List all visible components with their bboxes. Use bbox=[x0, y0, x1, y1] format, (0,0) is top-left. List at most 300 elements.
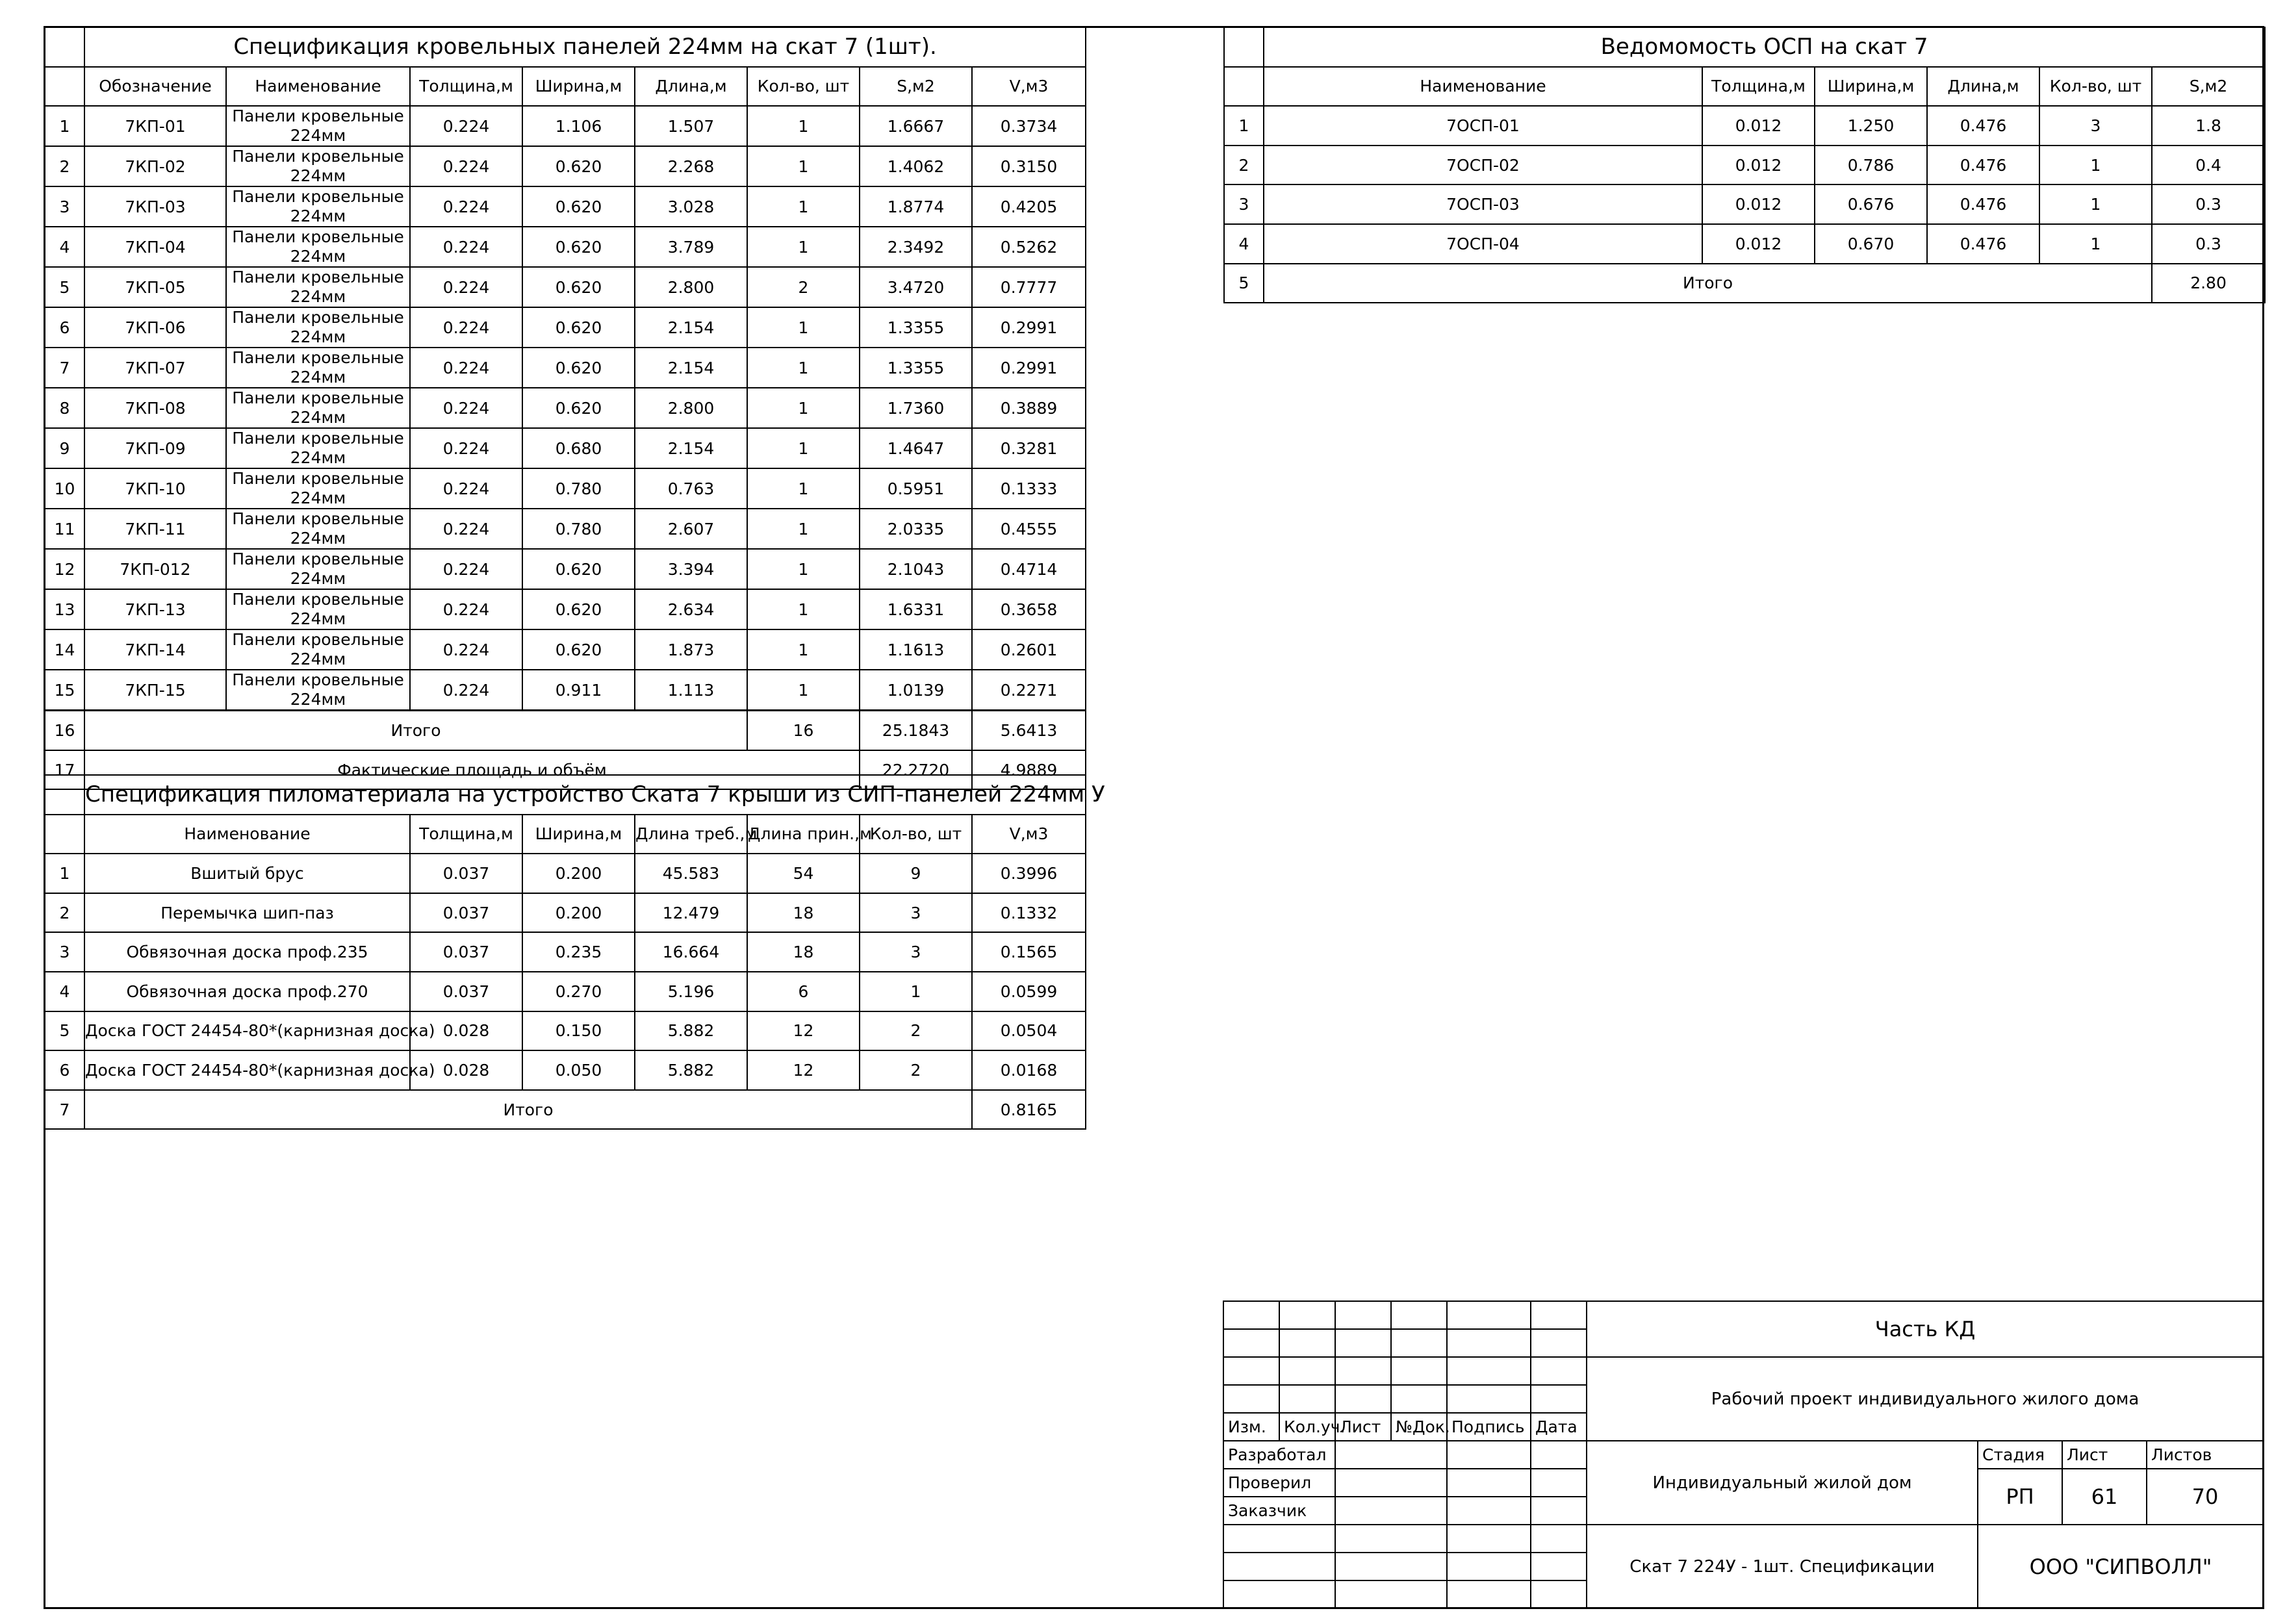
title-block bbox=[1223, 1300, 2264, 1609]
panels-cell-l: 3.394 bbox=[635, 549, 747, 589]
lumber-header: Длина треб.,м bbox=[635, 815, 747, 854]
panels-cell-t: 0.224 bbox=[410, 549, 522, 589]
panels-cell-w: 0.620 bbox=[522, 186, 635, 227]
panels-header: Длина,м bbox=[635, 67, 747, 107]
panels-cell-v: 0.3889 bbox=[972, 388, 1086, 428]
lumber-total-v: 0.8165 bbox=[972, 1090, 1086, 1130]
panels-cell-n: 11 bbox=[45, 509, 84, 549]
panels-cell-w: 0.780 bbox=[522, 509, 635, 549]
panels-cell-n: 1 bbox=[45, 106, 84, 146]
panels-cell-l: 2.800 bbox=[635, 267, 747, 307]
panels-total-label: Итого bbox=[84, 711, 747, 750]
lumber-cell-v: 0.1332 bbox=[972, 893, 1086, 933]
osp-cell-t: 0.012 bbox=[1702, 106, 1815, 146]
lumber-cell-lreq: 16.664 bbox=[635, 932, 747, 972]
panels-row bbox=[45, 589, 1086, 629]
osp-header: Наименование bbox=[1264, 67, 1702, 107]
panels-row bbox=[45, 227, 1086, 267]
osp-title: Ведомомость ОСП на скат 7 bbox=[1264, 27, 2265, 67]
panels-cell-t: 0.224 bbox=[410, 146, 522, 186]
panels-cell-q: 1 bbox=[747, 589, 860, 629]
panels-cell-t: 0.224 bbox=[410, 267, 522, 307]
lumber-cell-n: 4 bbox=[45, 972, 84, 1011]
panels-header: Ширина,м bbox=[522, 67, 635, 107]
panels-cell-v: 0.3658 bbox=[972, 589, 1086, 629]
panels-cell-n: 9 bbox=[45, 428, 84, 468]
stamp-listov-label: Листов bbox=[2147, 1441, 2264, 1469]
panels-total-row bbox=[45, 711, 1086, 750]
panels-row bbox=[45, 106, 1086, 146]
panels-cell-l: 1.113 bbox=[635, 670, 747, 711]
lumber-cell-w: 0.150 bbox=[522, 1011, 635, 1051]
panels-actual-v: 4.9889 bbox=[972, 750, 1086, 790]
osp-row bbox=[1224, 184, 2265, 224]
panels-actual-s: 22.2720 bbox=[860, 750, 972, 790]
lumber-cell-n: 6 bbox=[45, 1050, 84, 1090]
panels-cell-v: 0.7777 bbox=[972, 267, 1086, 307]
stamp-list: 61 bbox=[2062, 1469, 2147, 1525]
osp-cell-name: 7ОСП-01 bbox=[1264, 106, 1702, 146]
osp-total-n: 5 bbox=[1224, 264, 1264, 303]
panels-cell-q: 1 bbox=[747, 307, 860, 348]
osp-header: Кол-во, шт bbox=[2039, 67, 2152, 107]
panels-cell-code: 7КП-10 bbox=[84, 468, 226, 509]
lumber-cell-t: 0.037 bbox=[410, 893, 522, 933]
panels-cell-s: 1.4062 bbox=[860, 146, 972, 186]
panels-cell-name: Панели кровельные 224мм bbox=[226, 106, 410, 146]
panels-cell-q: 1 bbox=[747, 549, 860, 589]
panels-cell-w: 0.780 bbox=[522, 468, 635, 509]
panels-cell-l: 3.789 bbox=[635, 227, 747, 267]
stamp-col-ndok: №Док. bbox=[1391, 1413, 1447, 1441]
panels-cell-name: Панели кровельные 224мм bbox=[226, 589, 410, 629]
panels-cell-v: 0.2601 bbox=[972, 629, 1086, 670]
lumber-cell-t: 0.037 bbox=[410, 932, 522, 972]
osp-table bbox=[1223, 27, 2266, 303]
lumber-cell-lacc: 12 bbox=[747, 1011, 860, 1051]
panels-cell-name: Панели кровельные 224мм bbox=[226, 509, 410, 549]
lumber-cell-q: 2 bbox=[860, 1050, 972, 1090]
panels-cell-q: 1 bbox=[747, 146, 860, 186]
stamp-stadia-label: Стадия bbox=[1978, 1441, 2062, 1469]
panels-cell-l: 1.873 bbox=[635, 629, 747, 670]
lumber-cell-name: Обвязочная доска проф.270 bbox=[84, 972, 410, 1011]
panels-row bbox=[45, 670, 1086, 711]
osp-cell-w: 1.250 bbox=[1815, 106, 1927, 146]
lumber-cell-lacc: 6 bbox=[747, 972, 860, 1011]
panels-cell-name: Панели кровельные 224мм bbox=[226, 428, 410, 468]
lumber-row bbox=[45, 893, 1086, 933]
panels-row bbox=[45, 509, 1086, 549]
osp-cell-l: 0.476 bbox=[1927, 146, 2039, 185]
panels-row bbox=[45, 307, 1086, 348]
panels-row bbox=[45, 146, 1086, 186]
lumber-header: Наименование bbox=[84, 815, 410, 854]
panels-cell-v: 0.2991 bbox=[972, 348, 1086, 388]
panels-cell-l: 3.028 bbox=[635, 186, 747, 227]
panels-cell-q: 1 bbox=[747, 428, 860, 468]
lumber-cell-q: 2 bbox=[860, 1011, 972, 1051]
panels-row bbox=[45, 186, 1086, 227]
panels-cell-n: 2 bbox=[45, 146, 84, 186]
lumber-cell-v: 0.3996 bbox=[972, 854, 1086, 893]
lumber-cell-v: 0.0599 bbox=[972, 972, 1086, 1011]
lumber-cell-v: 0.0504 bbox=[972, 1011, 1086, 1051]
osp-cell-w: 0.786 bbox=[1815, 146, 1927, 185]
panels-cell-q: 1 bbox=[747, 509, 860, 549]
lumber-row bbox=[45, 1050, 1086, 1090]
panels-cell-n: 14 bbox=[45, 629, 84, 670]
lumber-header: V,м3 bbox=[972, 815, 1086, 854]
osp-total-row bbox=[1224, 264, 2265, 303]
panels-row bbox=[45, 348, 1086, 388]
panels-cell-name: Панели кровельные 224мм bbox=[226, 549, 410, 589]
lumber-cell-name: Доска ГОСТ 24454-80*(карнизная доска) bbox=[84, 1050, 410, 1090]
panels-header: S,м2 bbox=[860, 67, 972, 107]
osp-row bbox=[1224, 106, 2265, 146]
panels-header: V,м3 bbox=[972, 67, 1086, 107]
panels-cell-w: 0.620 bbox=[522, 348, 635, 388]
panels-cell-v: 0.2991 bbox=[972, 307, 1086, 348]
panels-cell-q: 1 bbox=[747, 227, 860, 267]
panels-header: Обозначение bbox=[84, 67, 226, 107]
osp-row bbox=[1224, 224, 2265, 264]
panels-cell-v: 0.4555 bbox=[972, 509, 1086, 549]
lumber-cell-v: 0.0168 bbox=[972, 1050, 1086, 1090]
panels-row bbox=[45, 267, 1086, 307]
lumber-cell-lacc: 12 bbox=[747, 1050, 860, 1090]
lumber-cell-w: 0.200 bbox=[522, 854, 635, 893]
panels-cell-code: 7КП-03 bbox=[84, 186, 226, 227]
osp-cell-name: 7ОСП-02 bbox=[1264, 146, 1702, 185]
lumber-cell-q: 3 bbox=[860, 893, 972, 933]
panels-cell-w: 0.620 bbox=[522, 549, 635, 589]
lumber-cell-t: 0.037 bbox=[410, 972, 522, 1011]
panels-cell-q: 1 bbox=[747, 468, 860, 509]
panels-actual-label: Фактические площадь и объём bbox=[84, 750, 860, 790]
lumber-cell-n: 3 bbox=[45, 932, 84, 972]
panels-cell-s: 3.4720 bbox=[860, 267, 972, 307]
panels-header: Кол-во, шт bbox=[747, 67, 860, 107]
osp-cell-name: 7ОСП-03 bbox=[1264, 184, 1702, 224]
panels-cell-code: 7КП-09 bbox=[84, 428, 226, 468]
panels-cell-t: 0.224 bbox=[410, 509, 522, 549]
lumber-spec-title: Спецификация пиломатериала на устройство Ската 7 крыши из СИП-панелей 224мм У bbox=[84, 775, 1086, 815]
lumber-cell-lreq: 5.882 bbox=[635, 1011, 747, 1051]
lumber-row bbox=[45, 1011, 1086, 1051]
panels-cell-w: 0.680 bbox=[522, 428, 635, 468]
osp-cell-l: 0.476 bbox=[1927, 224, 2039, 264]
panels-cell-w: 0.911 bbox=[522, 670, 635, 711]
osp-cell-q: 1 bbox=[2039, 146, 2152, 185]
panels-cell-t: 0.224 bbox=[410, 629, 522, 670]
lumber-header: Кол-во, шт bbox=[860, 815, 972, 854]
panels-cell-n: 3 bbox=[45, 186, 84, 227]
panels-cell-code: 7КП-15 bbox=[84, 670, 226, 711]
lumber-spec-table bbox=[44, 774, 1105, 1130]
lumber-cell-w: 0.270 bbox=[522, 972, 635, 1011]
panels-cell-w: 1.106 bbox=[522, 106, 635, 146]
panels-cell-l: 2.607 bbox=[635, 509, 747, 549]
lumber-cell-lacc: 18 bbox=[747, 893, 860, 933]
panels-cell-n: 12 bbox=[45, 549, 84, 589]
panels-cell-s: 1.3355 bbox=[860, 307, 972, 348]
stamp-list-label: Лист bbox=[2062, 1441, 2147, 1469]
lumber-cell-lreq: 45.583 bbox=[635, 854, 747, 893]
osp-cell-n: 4 bbox=[1224, 224, 1264, 264]
osp-cell-q: 3 bbox=[2039, 106, 2152, 146]
lumber-header: Ширина,м bbox=[522, 815, 635, 854]
osp-cell-s: 0.3 bbox=[2152, 224, 2265, 264]
osp-header: Толщина,м bbox=[1702, 67, 1815, 107]
panels-cell-w: 0.620 bbox=[522, 629, 635, 670]
panels-cell-t: 0.224 bbox=[410, 227, 522, 267]
stamp-zakazchik: Заказчик bbox=[1223, 1497, 1335, 1525]
lumber-cell-w: 0.235 bbox=[522, 932, 635, 972]
stamp-col-data: Дата bbox=[1531, 1413, 1587, 1441]
panels-cell-name: Панели кровельные 224мм bbox=[226, 146, 410, 186]
osp-cell-l: 0.476 bbox=[1927, 184, 2039, 224]
panels-cell-w: 0.620 bbox=[522, 227, 635, 267]
stamp-razrabotal: Разработал bbox=[1223, 1441, 1335, 1469]
panels-cell-l: 1.507 bbox=[635, 106, 747, 146]
panels-row bbox=[45, 468, 1086, 509]
osp-cell-q: 1 bbox=[2039, 224, 2152, 264]
osp-cell-q: 1 bbox=[2039, 184, 2152, 224]
lumber-total-label: Итого bbox=[84, 1090, 972, 1130]
lumber-cell-lreq: 5.882 bbox=[635, 1050, 747, 1090]
panels-cell-code: 7КП-08 bbox=[84, 388, 226, 428]
panels-total-v: 5.6413 bbox=[972, 711, 1086, 750]
panels-row bbox=[45, 629, 1086, 670]
panels-cell-w: 0.620 bbox=[522, 267, 635, 307]
panels-row bbox=[45, 388, 1086, 428]
panels-cell-l: 2.154 bbox=[635, 307, 747, 348]
stamp-project: Рабочий проект индивидуального жилого дома bbox=[1587, 1357, 2264, 1441]
osp-total-s: 2.80 bbox=[2152, 264, 2265, 303]
lumber-cell-w: 0.050 bbox=[522, 1050, 635, 1090]
osp-cell-t: 0.012 bbox=[1702, 184, 1815, 224]
panels-cell-n: 4 bbox=[45, 227, 84, 267]
panels-spec-title: Спецификация кровельных панелей 224мм на скат 7 (1шт). bbox=[84, 27, 1086, 67]
panels-cell-t: 0.224 bbox=[410, 428, 522, 468]
stamp-col-koluch: Кол.уч. bbox=[1279, 1413, 1335, 1441]
panels-cell-q: 1 bbox=[747, 348, 860, 388]
panels-cell-name: Панели кровельные 224мм bbox=[226, 186, 410, 227]
panels-cell-w: 0.620 bbox=[522, 589, 635, 629]
panels-cell-w: 0.620 bbox=[522, 388, 635, 428]
panels-cell-name: Панели кровельные 224мм bbox=[226, 468, 410, 509]
panels-cell-w: 0.620 bbox=[522, 146, 635, 186]
panels-cell-t: 0.224 bbox=[410, 307, 522, 348]
osp-total-label: Итого bbox=[1264, 264, 2152, 303]
lumber-cell-lacc: 54 bbox=[747, 854, 860, 893]
panels-cell-s: 0.5951 bbox=[860, 468, 972, 509]
panels-cell-code: 7КП-05 bbox=[84, 267, 226, 307]
panels-cell-n: 10 bbox=[45, 468, 84, 509]
panels-cell-code: 7КП-14 bbox=[84, 629, 226, 670]
osp-cell-w: 0.676 bbox=[1815, 184, 1927, 224]
lumber-cell-lacc: 18 bbox=[747, 932, 860, 972]
osp-cell-s: 1.8 bbox=[2152, 106, 2265, 146]
lumber-cell-t: 0.037 bbox=[410, 854, 522, 893]
lumber-cell-name: Обвязочная доска проф.235 bbox=[84, 932, 410, 972]
panels-cell-l: 2.634 bbox=[635, 589, 747, 629]
panels-cell-code: 7КП-07 bbox=[84, 348, 226, 388]
osp-cell-n: 2 bbox=[1224, 146, 1264, 185]
panels-cell-s: 1.6667 bbox=[860, 106, 972, 146]
lumber-row bbox=[45, 932, 1086, 972]
panels-cell-t: 0.224 bbox=[410, 670, 522, 711]
panels-cell-name: Панели кровельные 224мм bbox=[226, 348, 410, 388]
lumber-total-n: 7 bbox=[45, 1090, 84, 1130]
panels-cell-t: 0.224 bbox=[410, 186, 522, 227]
osp-header: Длина,м bbox=[1927, 67, 2039, 107]
panels-cell-v: 0.2271 bbox=[972, 670, 1086, 711]
lumber-cell-q: 9 bbox=[860, 854, 972, 893]
panels-cell-s: 1.1613 bbox=[860, 629, 972, 670]
panels-cell-s: 1.4647 bbox=[860, 428, 972, 468]
lumber-cell-q: 1 bbox=[860, 972, 972, 1011]
panels-cell-code: 7КП-012 bbox=[84, 549, 226, 589]
panels-cell-name: Панели кровельные 224мм bbox=[226, 629, 410, 670]
panels-cell-code: 7КП-06 bbox=[84, 307, 226, 348]
panels-cell-q: 2 bbox=[747, 267, 860, 307]
panels-cell-name: Панели кровельные 224мм bbox=[226, 388, 410, 428]
panels-cell-l: 2.154 bbox=[635, 348, 747, 388]
lumber-cell-name: Доска ГОСТ 24454-80*(карнизная доска) bbox=[84, 1011, 410, 1051]
panels-cell-n: 7 bbox=[45, 348, 84, 388]
osp-cell-l: 0.476 bbox=[1927, 106, 2039, 146]
panels-cell-name: Панели кровельные 224мм bbox=[226, 267, 410, 307]
panels-cell-t: 0.224 bbox=[410, 468, 522, 509]
lumber-cell-t: 0.028 bbox=[410, 1011, 522, 1051]
panels-cell-q: 1 bbox=[747, 186, 860, 227]
panels-cell-q: 1 bbox=[747, 106, 860, 146]
panels-header: Толщина,м bbox=[410, 67, 522, 107]
lumber-cell-n: 5 bbox=[45, 1011, 84, 1051]
panels-cell-v: 0.3734 bbox=[972, 106, 1086, 146]
panels-cell-s: 2.3492 bbox=[860, 227, 972, 267]
panels-cell-l: 2.800 bbox=[635, 388, 747, 428]
osp-cell-n: 3 bbox=[1224, 184, 1264, 224]
osp-cell-n: 1 bbox=[1224, 106, 1264, 146]
lumber-cell-lreq: 12.479 bbox=[635, 893, 747, 933]
panels-cell-n: 5 bbox=[45, 267, 84, 307]
osp-header: Ширина,м bbox=[1815, 67, 1927, 107]
stamp-part: Часть КД bbox=[1587, 1301, 2264, 1357]
panels-cell-s: 1.8774 bbox=[860, 186, 972, 227]
panels-cell-v: 0.4205 bbox=[972, 186, 1086, 227]
stamp-col-list: Лист bbox=[1335, 1413, 1391, 1441]
panels-cell-q: 1 bbox=[747, 670, 860, 711]
panels-cell-v: 0.3150 bbox=[972, 146, 1086, 186]
panels-cell-n: 6 bbox=[45, 307, 84, 348]
lumber-row bbox=[45, 854, 1086, 893]
panels-cell-s: 1.7360 bbox=[860, 388, 972, 428]
lumber-header: Длина прин.,м bbox=[747, 815, 860, 854]
lumber-row bbox=[45, 972, 1086, 1011]
panels-cell-s: 1.6331 bbox=[860, 589, 972, 629]
stamp-company: ООО "СИПВОЛЛ" bbox=[1978, 1525, 2264, 1608]
panels-cell-v: 0.1333 bbox=[972, 468, 1086, 509]
panels-cell-code: 7КП-01 bbox=[84, 106, 226, 146]
panels-spec-table bbox=[44, 27, 1086, 790]
panels-cell-s: 2.0335 bbox=[860, 509, 972, 549]
panels-cell-l: 2.268 bbox=[635, 146, 747, 186]
lumber-header: Толщина,м bbox=[410, 815, 522, 854]
panels-total-n: 16 bbox=[45, 711, 84, 750]
lumber-cell-name: Перемычка шип-паз bbox=[84, 893, 410, 933]
panels-cell-code: 7КП-11 bbox=[84, 509, 226, 549]
osp-cell-s: 0.3 bbox=[2152, 184, 2265, 224]
osp-cell-s: 0.4 bbox=[2152, 146, 2265, 185]
osp-header: S,м2 bbox=[2152, 67, 2265, 107]
stamp-stadia: РП bbox=[1978, 1469, 2062, 1525]
panels-cell-code: 7КП-04 bbox=[84, 227, 226, 267]
lumber-cell-n: 2 bbox=[45, 893, 84, 933]
panels-total-q: 16 bbox=[747, 711, 860, 750]
panels-cell-w: 0.620 bbox=[522, 307, 635, 348]
osp-cell-t: 0.012 bbox=[1702, 146, 1815, 185]
panels-cell-n: 13 bbox=[45, 589, 84, 629]
lumber-cell-lreq: 5.196 bbox=[635, 972, 747, 1011]
lumber-cell-name: Вшитый брус bbox=[84, 854, 410, 893]
stamp-proveril: Проверил bbox=[1223, 1469, 1335, 1497]
stamp-sheet-title: Скат 7 224У - 1шт. Спецификации bbox=[1587, 1525, 1978, 1608]
stamp-col-podpis: Подпись bbox=[1447, 1413, 1531, 1441]
panels-cell-s: 2.1043 bbox=[860, 549, 972, 589]
lumber-cell-q: 3 bbox=[860, 932, 972, 972]
osp-cell-t: 0.012 bbox=[1702, 224, 1815, 264]
lumber-cell-v: 0.1565 bbox=[972, 932, 1086, 972]
panels-cell-t: 0.224 bbox=[410, 348, 522, 388]
panels-cell-v: 0.3281 bbox=[972, 428, 1086, 468]
osp-cell-name: 7ОСП-04 bbox=[1264, 224, 1702, 264]
panels-cell-n: 15 bbox=[45, 670, 84, 711]
panels-cell-code: 7КП-13 bbox=[84, 589, 226, 629]
lumber-cell-n: 1 bbox=[45, 854, 84, 893]
panels-cell-s: 1.3355 bbox=[860, 348, 972, 388]
lumber-cell-t: 0.028 bbox=[410, 1050, 522, 1090]
panels-actual-n: 17 bbox=[45, 750, 84, 790]
panels-cell-l: 2.154 bbox=[635, 428, 747, 468]
panels-cell-name: Панели кровельные 224мм bbox=[226, 670, 410, 711]
panels-cell-t: 0.224 bbox=[410, 106, 522, 146]
panels-cell-t: 0.224 bbox=[410, 589, 522, 629]
osp-cell-w: 0.670 bbox=[1815, 224, 1927, 264]
panels-cell-q: 1 bbox=[747, 388, 860, 428]
panels-row bbox=[45, 428, 1086, 468]
osp-row bbox=[1224, 146, 2265, 185]
panels-cell-q: 1 bbox=[747, 629, 860, 670]
panels-cell-s: 1.0139 bbox=[860, 670, 972, 711]
panels-total-s: 25.1843 bbox=[860, 711, 972, 750]
panels-cell-v: 0.4714 bbox=[972, 549, 1086, 589]
lumber-cell-w: 0.200 bbox=[522, 893, 635, 933]
panels-cell-n: 8 bbox=[45, 388, 84, 428]
panels-cell-t: 0.224 bbox=[410, 388, 522, 428]
panels-cell-code: 7КП-02 bbox=[84, 146, 226, 186]
panels-cell-l: 0.763 bbox=[635, 468, 747, 509]
panels-cell-name: Панели кровельные 224мм bbox=[226, 227, 410, 267]
panels-header: Наименование bbox=[226, 67, 410, 107]
stamp-col-izm: Изм. bbox=[1223, 1413, 1279, 1441]
stamp-building: Индивидуальный жилой дом bbox=[1587, 1441, 1978, 1525]
panels-cell-v: 0.5262 bbox=[972, 227, 1086, 267]
panels-row bbox=[45, 549, 1086, 589]
panels-cell-name: Панели кровельные 224мм bbox=[226, 307, 410, 348]
